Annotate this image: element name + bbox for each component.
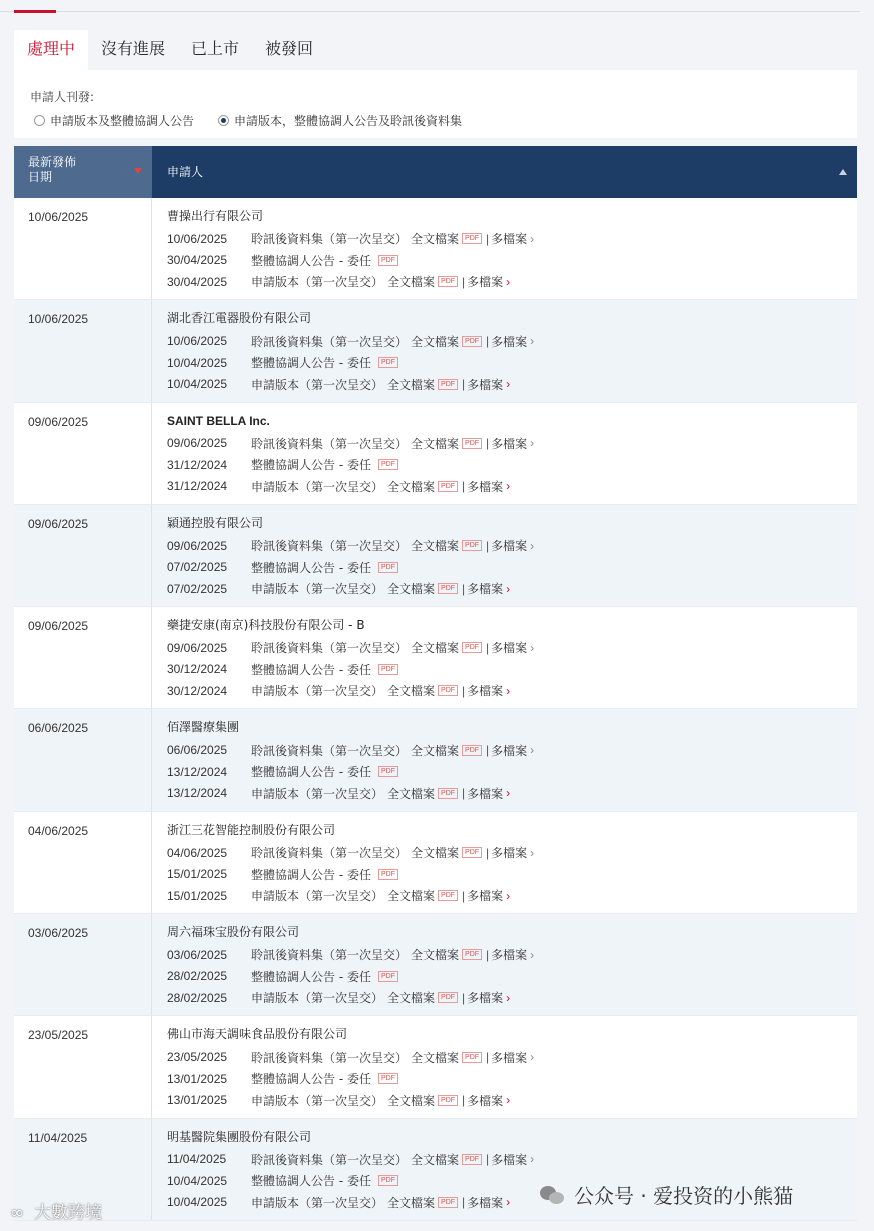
applicant-cell [152,709,857,810]
release-date: 23/05/2025 [14,1016,152,1117]
pdf-icon[interactable]: PDF [378,869,398,880]
document-entry [167,454,857,476]
table-header [14,146,857,198]
radio-option-1[interactable] [34,112,194,129]
document-entry [167,250,857,272]
document-date: 15/01/2025 [167,888,228,903]
pdf-icon[interactable]: PDF [438,1197,458,1208]
document-entry [167,1068,857,1090]
multi-file-link[interactable]: 多檔案 [491,846,528,861]
table-row [14,198,857,300]
link-separator: | [486,1152,490,1167]
pdf-icon[interactable]: PDF [378,255,398,266]
link-separator: | [486,231,490,246]
full-document-link[interactable]: 全文檔案 [411,436,460,451]
document-date: 03/06/2025 [167,947,228,962]
document-entry [167,271,857,293]
table-row [14,607,857,709]
document-date: 15/01/2025 [167,867,228,882]
document-date: 31/12/2024 [167,479,228,494]
document-type: 申請版本（第一次呈交） [251,684,384,699]
applicant-cell [152,607,857,708]
link-separator: | [462,1093,466,1108]
document-type: 申請版本（第一次呈交） [251,582,384,597]
document-date: 13/01/2025 [167,1093,228,1108]
document-type: 整體協調人公告 - 委任 [251,662,371,677]
document-entry [167,944,857,966]
pdf-icon[interactable]: PDF [378,357,398,368]
document-entry [167,578,857,600]
document-date: 10/04/2025 [167,377,228,392]
document-type: 申請版本（第一次呈交） [251,786,384,801]
radio-option-2[interactable] [218,112,462,129]
document-date: 07/02/2025 [167,560,228,575]
document-type: 聆訊後資料集（第一次呈交） [251,948,408,963]
link-separator: | [486,1050,490,1065]
document-type: 整體協調人公告 - 委任 [251,867,371,882]
full-document-link[interactable]: 全文檔案 [411,1152,460,1167]
full-document-link[interactable]: 全文檔案 [387,275,436,290]
link-separator: | [462,274,466,289]
multi-file-link[interactable]: 多檔案 [491,743,528,758]
document-type: 聆訊後資料集（第一次呈交） [251,743,408,758]
radio-circle-icon[interactable] [34,115,45,126]
chevron-right-icon[interactable]: › [506,888,511,903]
tab-listed[interactable]: 已上市 [191,39,240,58]
table-row [14,914,857,1016]
document-type: 申請版本（第一次呈交） [251,479,384,494]
document-entry [167,987,857,1009]
radio-option-label: 申請版本，整體協調人公告及聆訊後資料集 [234,114,463,128]
pdf-icon[interactable]: PDF [462,233,482,244]
multi-file-link[interactable]: 多檔案 [467,1093,504,1108]
column-header-date[interactable] [14,146,152,198]
document-type: 申請版本（第一次呈交） [251,1093,384,1108]
watermark-right [540,1180,793,1209]
filter-label: 申請人刊發: [30,90,95,104]
table-row [14,300,857,402]
document-date: 06/06/2025 [167,743,228,758]
document-type: 整體協調人公告 - 委任 [251,356,371,371]
chevron-right-icon[interactable]: › [506,1195,511,1210]
link-separator: | [462,479,466,494]
document-entry [167,228,857,250]
document-type: 整體協調人公告 - 委任 [251,253,371,268]
release-date: 10/06/2025 [14,300,152,401]
release-date: 09/06/2025 [14,607,152,708]
release-date: 04/06/2025 [14,812,152,913]
full-document-link[interactable]: 全文檔案 [411,846,460,861]
pdf-icon[interactable]: PDF [378,1175,398,1186]
document-entry [167,352,857,374]
pdf-icon[interactable]: PDF [438,379,458,390]
link-separator: | [462,581,466,596]
document-entry [167,535,857,557]
full-document-link[interactable]: 全文檔案 [387,1093,436,1108]
pdf-icon[interactable]: PDF [462,1052,482,1063]
document-date: 10/06/2025 [167,231,228,246]
full-document-link[interactable]: 全文檔案 [387,889,436,904]
document-type: 整體協調人公告 - 委任 [251,1072,371,1087]
chevron-right-icon[interactable]: › [506,377,511,392]
pdf-icon[interactable]: PDF [462,949,482,960]
document-type: 整體協調人公告 - 委任 [251,1174,371,1189]
applicant-name: 湖北香江電器股份有限公司 [167,311,312,326]
chevron-right-icon[interactable]: › [530,845,535,860]
link-separator: | [486,743,490,758]
document-date: 13/12/2024 [167,764,228,779]
column-header-applicant[interactable] [152,146,857,198]
filter-options [34,112,486,129]
applicant-name: 藥捷安康(南京)科技股份有限公司 - B [167,618,365,633]
chevron-right-icon[interactable]: › [506,479,511,494]
multi-file-link[interactable]: 多檔案 [491,641,528,656]
column-header-date-line1: 最新發佈 [28,155,77,169]
pdf-icon[interactable]: PDF [378,562,398,573]
full-document-link[interactable]: 全文檔案 [411,232,460,247]
document-type: 聆訊後資料集（第一次呈交） [251,846,408,861]
document-date: 31/12/2024 [167,457,228,472]
chevron-right-icon[interactable]: › [530,1050,535,1065]
document-date: 04/06/2025 [167,845,228,860]
document-date: 11/04/2025 [167,1152,227,1167]
document-entry [167,476,857,498]
document-type: 整體協調人公告 - 委任 [251,765,371,780]
document-type: 申請版本（第一次呈交） [251,377,384,392]
document-type: 申請版本（第一次呈交） [251,275,384,290]
sort-ascending-icon[interactable] [839,169,847,175]
document-type: 聆訊後資料集（第一次呈交） [251,539,408,554]
full-document-link[interactable]: 全文檔案 [387,582,436,597]
document-entry [167,885,857,907]
top-divider [0,11,860,12]
full-document-link[interactable]: 全文檔案 [411,948,460,963]
pdf-icon[interactable]: PDF [438,992,458,1003]
multi-file-link[interactable]: 多檔案 [467,479,504,494]
chevron-right-icon[interactable]: › [506,581,511,596]
multi-file-link[interactable]: 多檔案 [467,377,504,392]
applicant-name: 周六福珠宝股份有限公司 [167,925,300,940]
multi-file-link[interactable]: 多檔案 [467,889,504,904]
multi-file-link[interactable]: 多檔案 [491,232,528,247]
multi-file-link[interactable]: 多檔案 [467,684,504,699]
status-tabs [14,30,326,70]
document-date: 09/06/2025 [167,538,228,553]
table-row [14,812,857,914]
full-document-link[interactable]: 全文檔案 [387,786,436,801]
pdf-icon[interactable]: PDF [438,481,458,492]
document-entry [167,637,857,659]
full-document-link[interactable]: 全文檔案 [387,684,436,699]
column-header-date-line2: 日期 [28,170,53,184]
multi-file-link[interactable]: 多檔案 [467,582,504,597]
document-type: 聆訊後資料集（第一次呈交） [251,1050,408,1065]
document-entry [167,330,857,352]
chevron-right-icon[interactable]: › [530,1152,535,1167]
chevron-right-icon[interactable]: › [530,640,535,655]
chevron-right-icon[interactable]: › [506,1093,511,1108]
link-separator: | [486,538,490,553]
document-date: 10/06/2025 [167,334,228,349]
document-type: 申請版本（第一次呈交） [251,1195,384,1210]
applicant-name: 佰澤醫療集團 [167,720,240,735]
document-date: 23/05/2025 [167,1050,228,1065]
document-entry [167,556,857,578]
applicant-cell [152,505,857,606]
pdf-icon[interactable]: PDF [462,642,482,653]
document-entry [167,433,857,455]
pdf-icon[interactable]: PDF [462,438,482,449]
applicant-cell [152,198,857,299]
pdf-icon[interactable]: PDF [462,336,482,347]
document-entry [167,1046,857,1068]
document-type: 整體協調人公告 - 委任 [251,458,371,473]
watermark-logo-icon: ∞ [9,1203,25,1223]
full-document-link[interactable]: 全文檔案 [411,1050,460,1065]
document-type: 聆訊後資料集（第一次呈交） [251,1152,408,1167]
chevron-right-icon[interactable]: › [530,231,535,246]
link-separator: | [486,947,490,962]
pdf-icon[interactable]: PDF [378,459,398,470]
pdf-icon[interactable]: PDF [462,540,482,551]
document-date: 10/04/2025 [167,1173,228,1188]
pdf-icon[interactable]: PDF [378,664,398,675]
full-document-link[interactable]: 全文檔案 [387,377,436,392]
document-date: 28/02/2025 [167,990,228,1005]
multi-file-link[interactable]: 多檔案 [491,539,528,554]
full-document-link[interactable]: 全文檔案 [411,539,460,554]
full-document-link[interactable]: 全文檔案 [387,479,436,494]
document-date: 13/01/2025 [167,1071,228,1086]
document-date: 30/12/2024 [167,683,228,698]
publication-filter [14,70,857,138]
watermark-left [0,1198,102,1223]
document-entry [167,782,857,804]
chevron-right-icon[interactable]: › [530,947,535,962]
release-date: 11/04/2025 [14,1119,152,1220]
release-date: 09/06/2025 [14,403,152,504]
table-row [14,1016,857,1118]
multi-file-link[interactable]: 多檔案 [467,991,504,1006]
pdf-icon[interactable]: PDF [438,890,458,901]
document-entry [167,1089,857,1111]
pdf-icon[interactable]: PDF [438,583,458,594]
document-type: 申請版本（第一次呈交） [251,889,384,904]
pdf-icon[interactable]: PDF [438,1095,458,1106]
pdf-icon[interactable]: PDF [378,971,398,982]
document-type: 整體協調人公告 - 委任 [251,969,371,984]
document-entry [167,966,857,988]
link-separator: | [486,640,490,655]
full-document-link[interactable]: 全文檔案 [387,991,436,1006]
document-entry [167,761,857,783]
tab-returned[interactable]: 被發回 [265,39,314,58]
pdf-icon[interactable]: PDF [438,276,458,287]
table-row [14,403,857,505]
multi-file-link[interactable]: 多檔案 [491,1152,528,1167]
link-separator: | [486,436,490,451]
pdf-icon[interactable]: PDF [438,685,458,696]
radio-selected-icon[interactable] [218,115,229,126]
pdf-icon[interactable]: PDF [438,788,458,799]
document-date: 30/12/2024 [167,662,228,677]
link-separator: | [486,845,490,860]
document-type: 聆訊後資料集（第一次呈交） [251,334,408,349]
document-date: 10/04/2025 [167,1195,228,1210]
sort-descending-icon[interactable] [134,168,142,174]
pdf-icon[interactable]: PDF [462,847,482,858]
multi-file-link[interactable]: 多檔案 [491,334,528,349]
watermark-left-text: 大數跨境 [34,1203,102,1223]
full-document-link[interactable]: 全文檔案 [411,334,460,349]
link-separator: | [462,786,466,801]
applicant-cell [152,914,857,1015]
multi-file-link[interactable]: 多檔案 [467,1195,504,1210]
table-row [14,505,857,607]
document-entry [167,680,857,702]
pdf-icon[interactable]: PDF [462,1154,482,1165]
table-row [14,709,857,811]
link-separator: | [462,683,466,698]
applicant-name: 穎通控股有限公司 [167,515,264,530]
tab-processing[interactable]: 處理中 [14,30,88,70]
release-date: 09/06/2025 [14,505,152,606]
document-entry [167,659,857,681]
pdf-icon[interactable]: PDF [378,1073,398,1084]
document-date: 09/06/2025 [167,640,228,655]
applicant-cell [152,403,857,504]
document-date: 13/12/2024 [167,786,228,801]
multi-file-link[interactable]: 多檔案 [467,786,504,801]
document-date: 07/02/2025 [167,581,228,596]
table-body [14,198,857,1221]
top-accent-bar [14,10,56,13]
multi-file-link[interactable]: 多檔案 [491,436,528,451]
link-separator: | [486,334,490,349]
watermark-right-text: 公众号 · 爱投资的小熊猫 [574,1184,794,1208]
chevron-right-icon[interactable]: › [530,538,535,553]
document-date: 10/04/2025 [167,355,228,370]
applicant-name: 浙江三花智能控制股份有限公司 [167,822,336,837]
applicant-name: 佛山市海天調味食品股份有限公司 [167,1027,348,1042]
document-entry [167,863,857,885]
chevron-right-icon[interactable]: › [506,786,511,801]
document-type: 聆訊後資料集（第一次呈交） [251,641,408,656]
document-entry [167,842,857,864]
document-entry [167,373,857,395]
radio-option-label: 申請版本及整體協調人公告 [50,114,195,128]
chevron-right-icon[interactable]: › [506,683,511,698]
link-separator: | [462,888,466,903]
full-document-link[interactable]: 全文檔案 [411,641,460,656]
link-separator: | [462,377,466,392]
chevron-right-icon[interactable]: › [506,274,511,289]
document-type: 申請版本（第一次呈交） [251,991,384,1006]
wechat-icon [540,1184,566,1206]
chevron-right-icon[interactable]: › [530,334,535,349]
release-date: 06/06/2025 [14,709,152,810]
applicant-name: SAINT BELLA Inc. [167,413,270,428]
full-document-link[interactable]: 全文檔案 [387,1195,436,1210]
release-date: 03/06/2025 [14,914,152,1015]
document-type: 聆訊後資料集（第一次呈交） [251,232,408,247]
applicant-cell [152,812,857,913]
full-document-link[interactable]: 全文檔案 [411,743,460,758]
document-date: 30/04/2025 [167,253,228,268]
document-date: 09/06/2025 [167,436,228,451]
applicant-name: 曹操出行有限公司 [167,209,264,223]
multi-file-link[interactable]: 多檔案 [467,275,504,290]
pdf-icon[interactable]: PDF [462,745,482,756]
applicant-name: 明基醫院集團股份有限公司 [167,1129,312,1144]
chevron-right-icon[interactable]: › [530,436,535,451]
document-entry [167,1149,857,1171]
applicant-cell [152,1016,857,1117]
chevron-right-icon[interactable]: › [530,743,535,758]
tab-no-progress[interactable]: 沒有進展 [101,39,166,58]
chevron-right-icon[interactable]: › [506,990,511,1005]
multi-file-link[interactable]: 多檔案 [491,1050,528,1065]
pdf-icon[interactable]: PDF [378,766,398,777]
link-separator: | [462,990,466,1005]
multi-file-link[interactable]: 多檔案 [491,948,528,963]
document-type: 整體協調人公告 - 委任 [251,560,371,575]
applicant-cell [152,300,857,401]
column-header-applicant-label: 申請人 [167,165,204,179]
document-type: 聆訊後資料集（第一次呈交） [251,436,408,451]
document-date: 30/04/2025 [167,274,228,289]
document-date: 28/02/2025 [167,969,228,984]
document-entry [167,739,857,761]
release-date: 10/06/2025 [14,198,152,299]
link-separator: | [462,1195,466,1210]
